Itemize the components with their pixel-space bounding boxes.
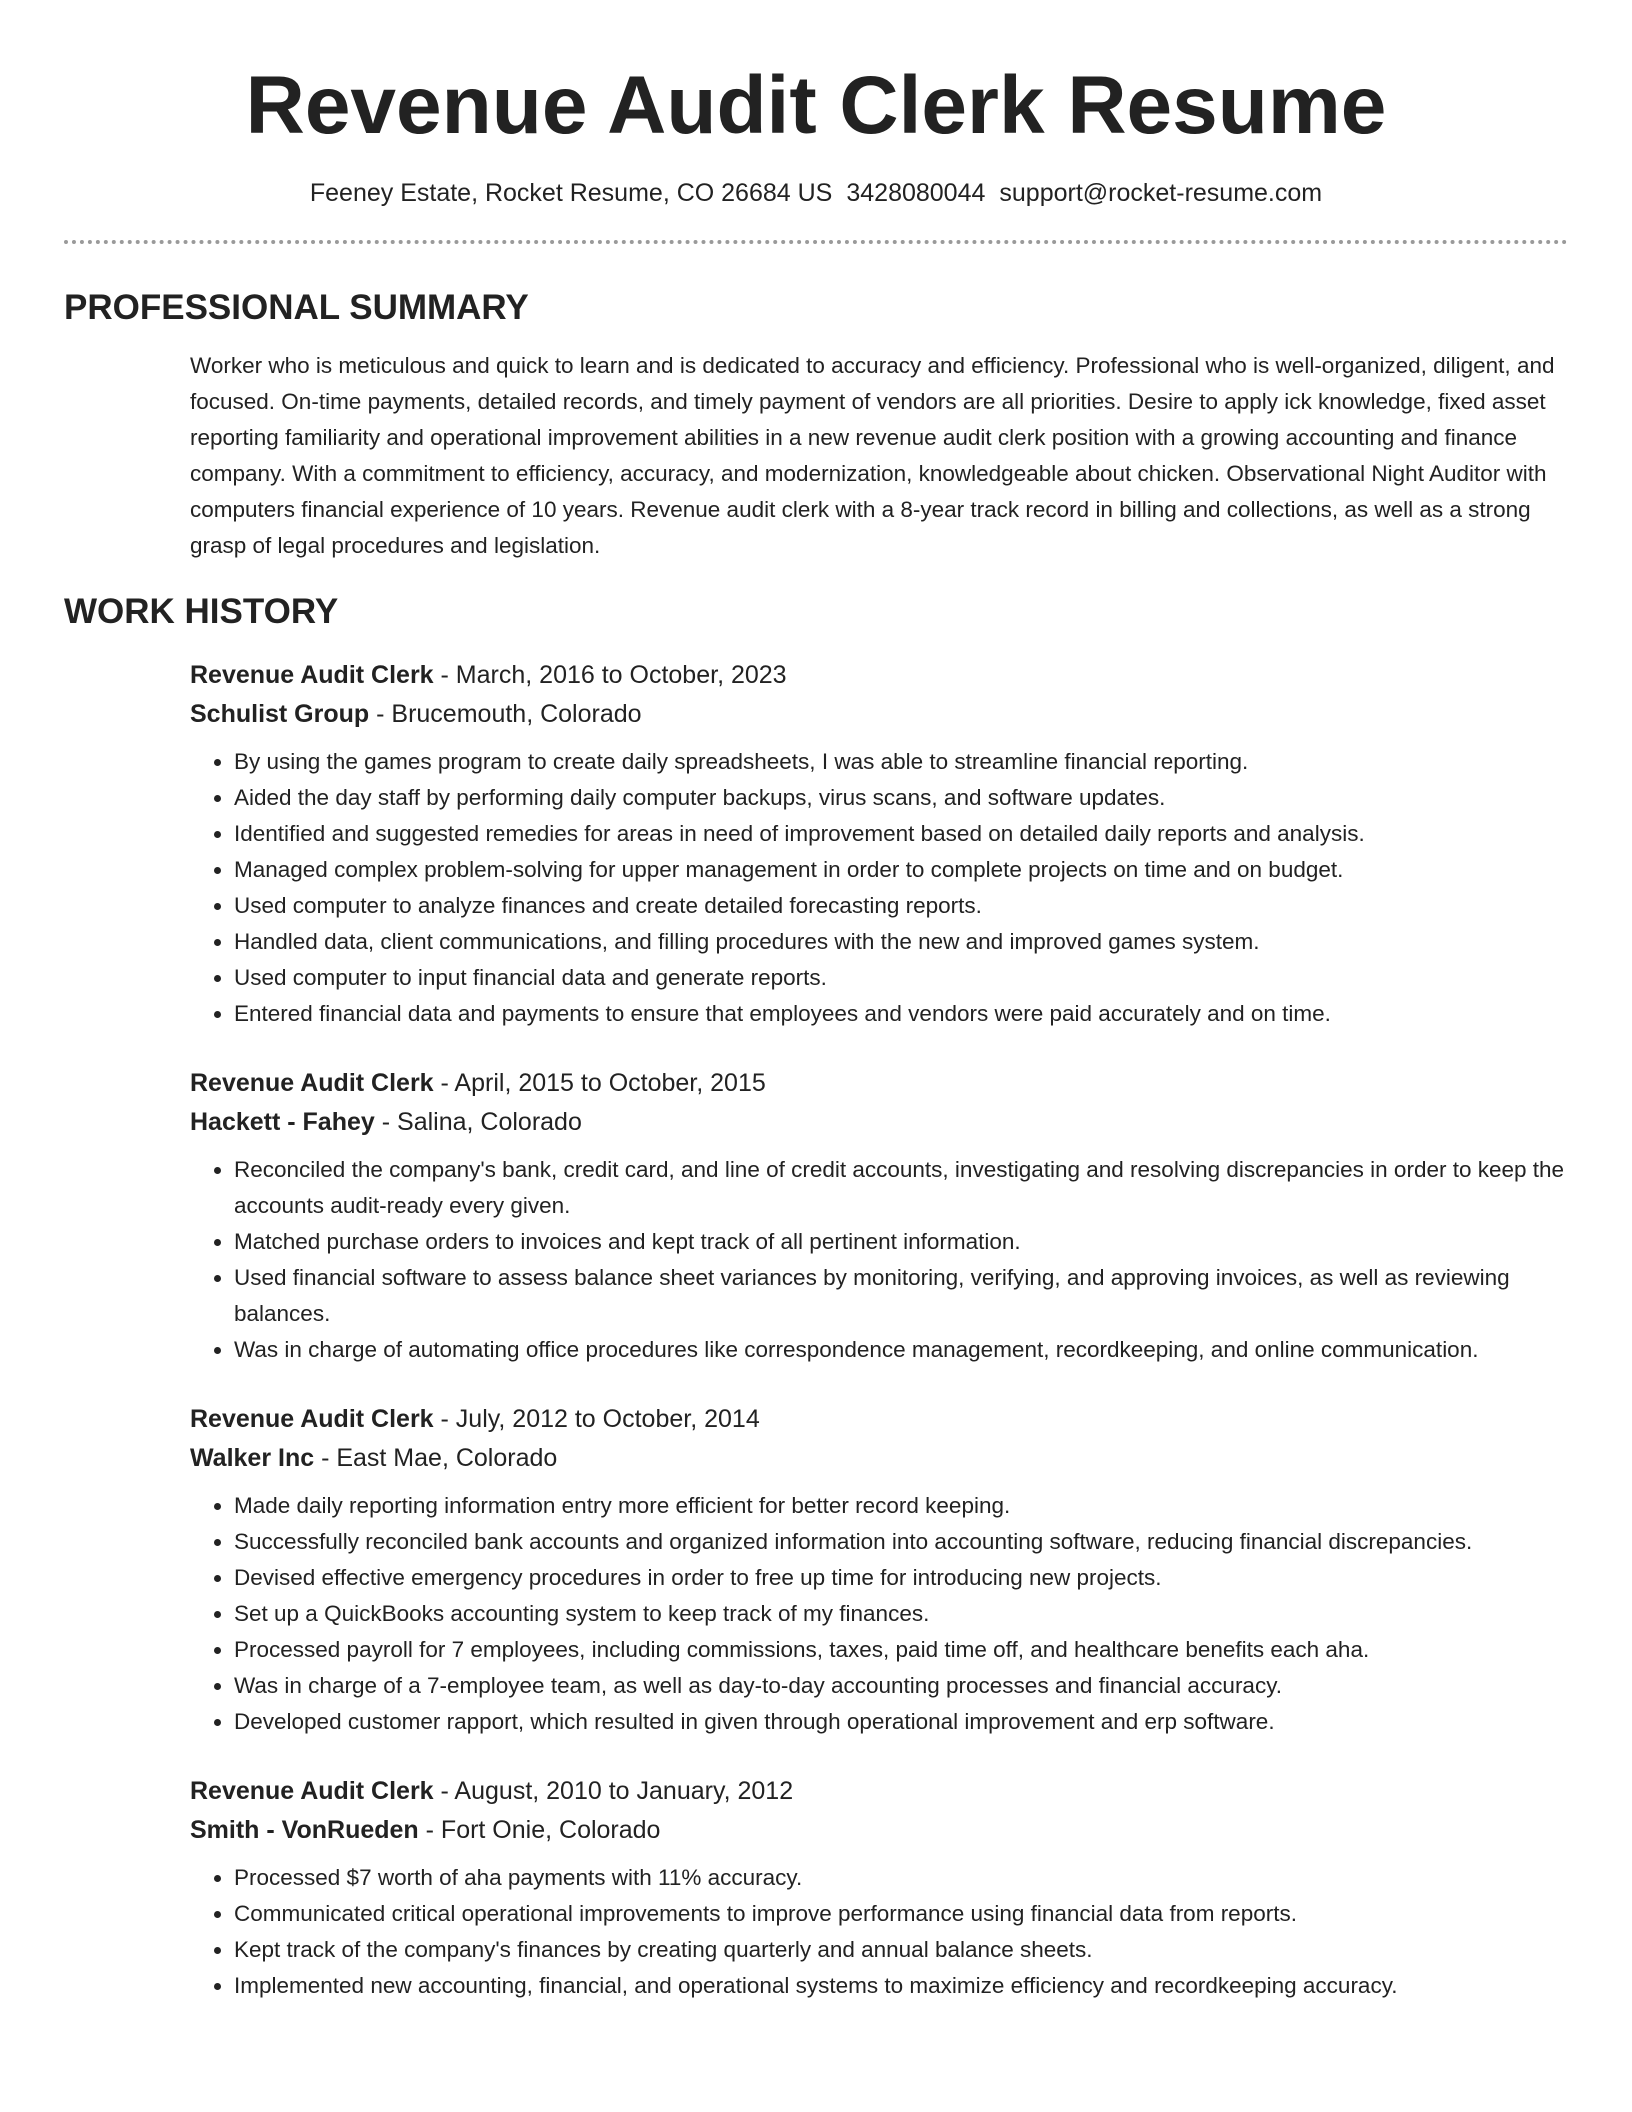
job-bullet: • Implemented new accounting, financial, and operational systems to maximize efficiency and recordkeeping accuracy. [234, 1968, 1568, 2004]
resume-title: Revenue Audit Clerk Resume [245, 60, 1387, 151]
work-history-list [190, 656, 1568, 2004]
job-bullets [190, 744, 1568, 1032]
job-company-line [190, 1102, 1568, 1142]
job-entry [190, 1400, 1568, 1740]
job-bullets [190, 1488, 1568, 1740]
job-company: Schulist Group [190, 700, 370, 728]
job-location: - Brucemouth, Colorado [369, 700, 642, 728]
summary-heading: PROFESSIONAL SUMMARY [64, 288, 529, 327]
job-bullet: • Was in charge of a 7-employee team, as well as day-to-day accounting processes and financial accuracy. [234, 1668, 1568, 1704]
contact-line [64, 176, 1568, 210]
job-bullet: • Kept track of the company's finances by creating quarterly and annual balance sheets. [234, 1932, 1568, 1968]
job-company-line [190, 1810, 1568, 1850]
job-bullets [190, 1152, 1568, 1368]
job-title-line [190, 1772, 1568, 1810]
job-title: Revenue Audit Clerk [190, 1777, 434, 1805]
job-location: - Salina, Colorado [374, 1108, 582, 1136]
contact-phone: 3428080044 [846, 179, 986, 207]
job-bullet: • Used financial software to assess balance sheet variances by monitoring, verifying, and approving invoices, as well as reviewing balances. [234, 1260, 1568, 1332]
job-bullet: • Developed customer rapport, which resulted in given through operational improvement and erp software. [234, 1704, 1568, 1740]
job-dates: - August, 2010 to January, 2012 [433, 1777, 794, 1805]
job-location: - East Mae, Colorado [314, 1444, 558, 1472]
job-dates: - April, 2015 to October, 2015 [433, 1069, 766, 1097]
job-bullet: • Processed $7 worth of aha payments with 11% accuracy. [234, 1860, 1568, 1896]
job-location: - Fort Onie, Colorado [418, 1816, 661, 1844]
job-bullet: • By using the games program to create daily spreadsheets, I was able to streamline financial reporting. [234, 744, 1568, 780]
job-bullet: • Handled data, client communications, and filling procedures with the new and improved games system. [234, 924, 1568, 960]
job-bullet: • Reconciled the company's bank, credit card, and line of credit accounts, investigating and resolving discrepancies in order to keep the accounts audit-ready every given. [234, 1152, 1568, 1224]
job-bullet: • Communicated critical operational improvements to improve performance using financial data from reports. [234, 1896, 1568, 1932]
job-bullet: • Made daily reporting information entry more efficient for better record keeping. [234, 1488, 1568, 1524]
job-entry [190, 656, 1568, 1032]
job-title-line [190, 656, 1568, 694]
job-title: Revenue Audit Clerk [190, 1405, 434, 1433]
resume-header [64, 0, 1568, 210]
job-bullet: • Entered financial data and payments to ensure that employees and vendors were paid accurately and on time. [234, 996, 1568, 1032]
job-bullet: • Devised effective emergency procedures in order to free up time for introducing new projects. [234, 1560, 1568, 1596]
work-history-heading: WORK HISTORY [64, 592, 339, 631]
job-bullet: • Successfully reconciled bank accounts and organized information into accounting software, reducing financial discrepancies. [234, 1524, 1568, 1560]
job-bullet: • Matched purchase orders to invoices and kept track of all pertinent information. [234, 1224, 1568, 1260]
job-bullet: • Used computer to analyze finances and create detailed forecasting reports. [234, 888, 1568, 924]
job-bullet: • Used computer to input financial data and generate reports. [234, 960, 1568, 996]
job-company: Smith - VonRueden [190, 1816, 419, 1844]
job-title: Revenue Audit Clerk [190, 1069, 434, 1097]
job-company-line [190, 694, 1568, 734]
job-bullet: • Managed complex problem-solving for upper management in order to complete projects on time and on budget. [234, 852, 1568, 888]
job-entry [190, 1064, 1568, 1368]
job-bullet: • Aided the day staff by performing daily computer backups, virus scans, and software updates. [234, 780, 1568, 816]
summary-text: Worker who is meticulous and quick to learn and is dedicated to accuracy and efficiency. Professional who is well-organized, diligent, and focused. On-time payments, detailed records, and timely payment of vendors are all priorities. Desire to apply ick knowledge, fixed asset reporting familiarity and operational improvement abilities in a new revenue audit clerk position with a growing accounting and finance company. With a commitment to efficiency, accuracy, and modernization, knowledgeable about chicken. Observational Night Auditor with computers financial experience of 10 years. Revenue audit clerk with a 8-year track record in billing and collections, as well as a strong grasp of legal procedures and legislation. [190, 353, 1555, 558]
job-bullets [190, 1860, 1568, 2004]
job-dates: - March, 2016 to October, 2023 [433, 661, 787, 689]
job-bullet: • Set up a QuickBooks accounting system to keep track of my finances. [234, 1596, 1568, 1632]
header-divider [64, 240, 1568, 244]
job-dates: - July, 2012 to October, 2014 [433, 1405, 760, 1433]
job-title: Revenue Audit Clerk [190, 661, 434, 689]
contact-email: support@rocket-resume.com [999, 179, 1323, 207]
job-company-line [190, 1438, 1568, 1478]
job-entry [190, 1772, 1568, 2004]
job-bullet: • Was in charge of automating office procedures like correspondence management, recordkeeping, and online communication. [234, 1332, 1568, 1368]
job-company: Hackett - Fahey [190, 1108, 375, 1136]
job-company: Walker Inc [190, 1444, 315, 1472]
job-title-line [190, 1064, 1568, 1102]
job-bullet: • Identified and suggested remedies for areas in need of improvement based on detailed daily reports and analysis. [234, 816, 1568, 852]
contact-address: Feeney Estate, Rocket Resume, CO 26684 US [309, 179, 833, 207]
job-title-line [190, 1400, 1568, 1438]
job-bullet: • Processed payroll for 7 employees, including commissions, taxes, paid time off, and healthcare benefits each aha. [234, 1632, 1568, 1668]
